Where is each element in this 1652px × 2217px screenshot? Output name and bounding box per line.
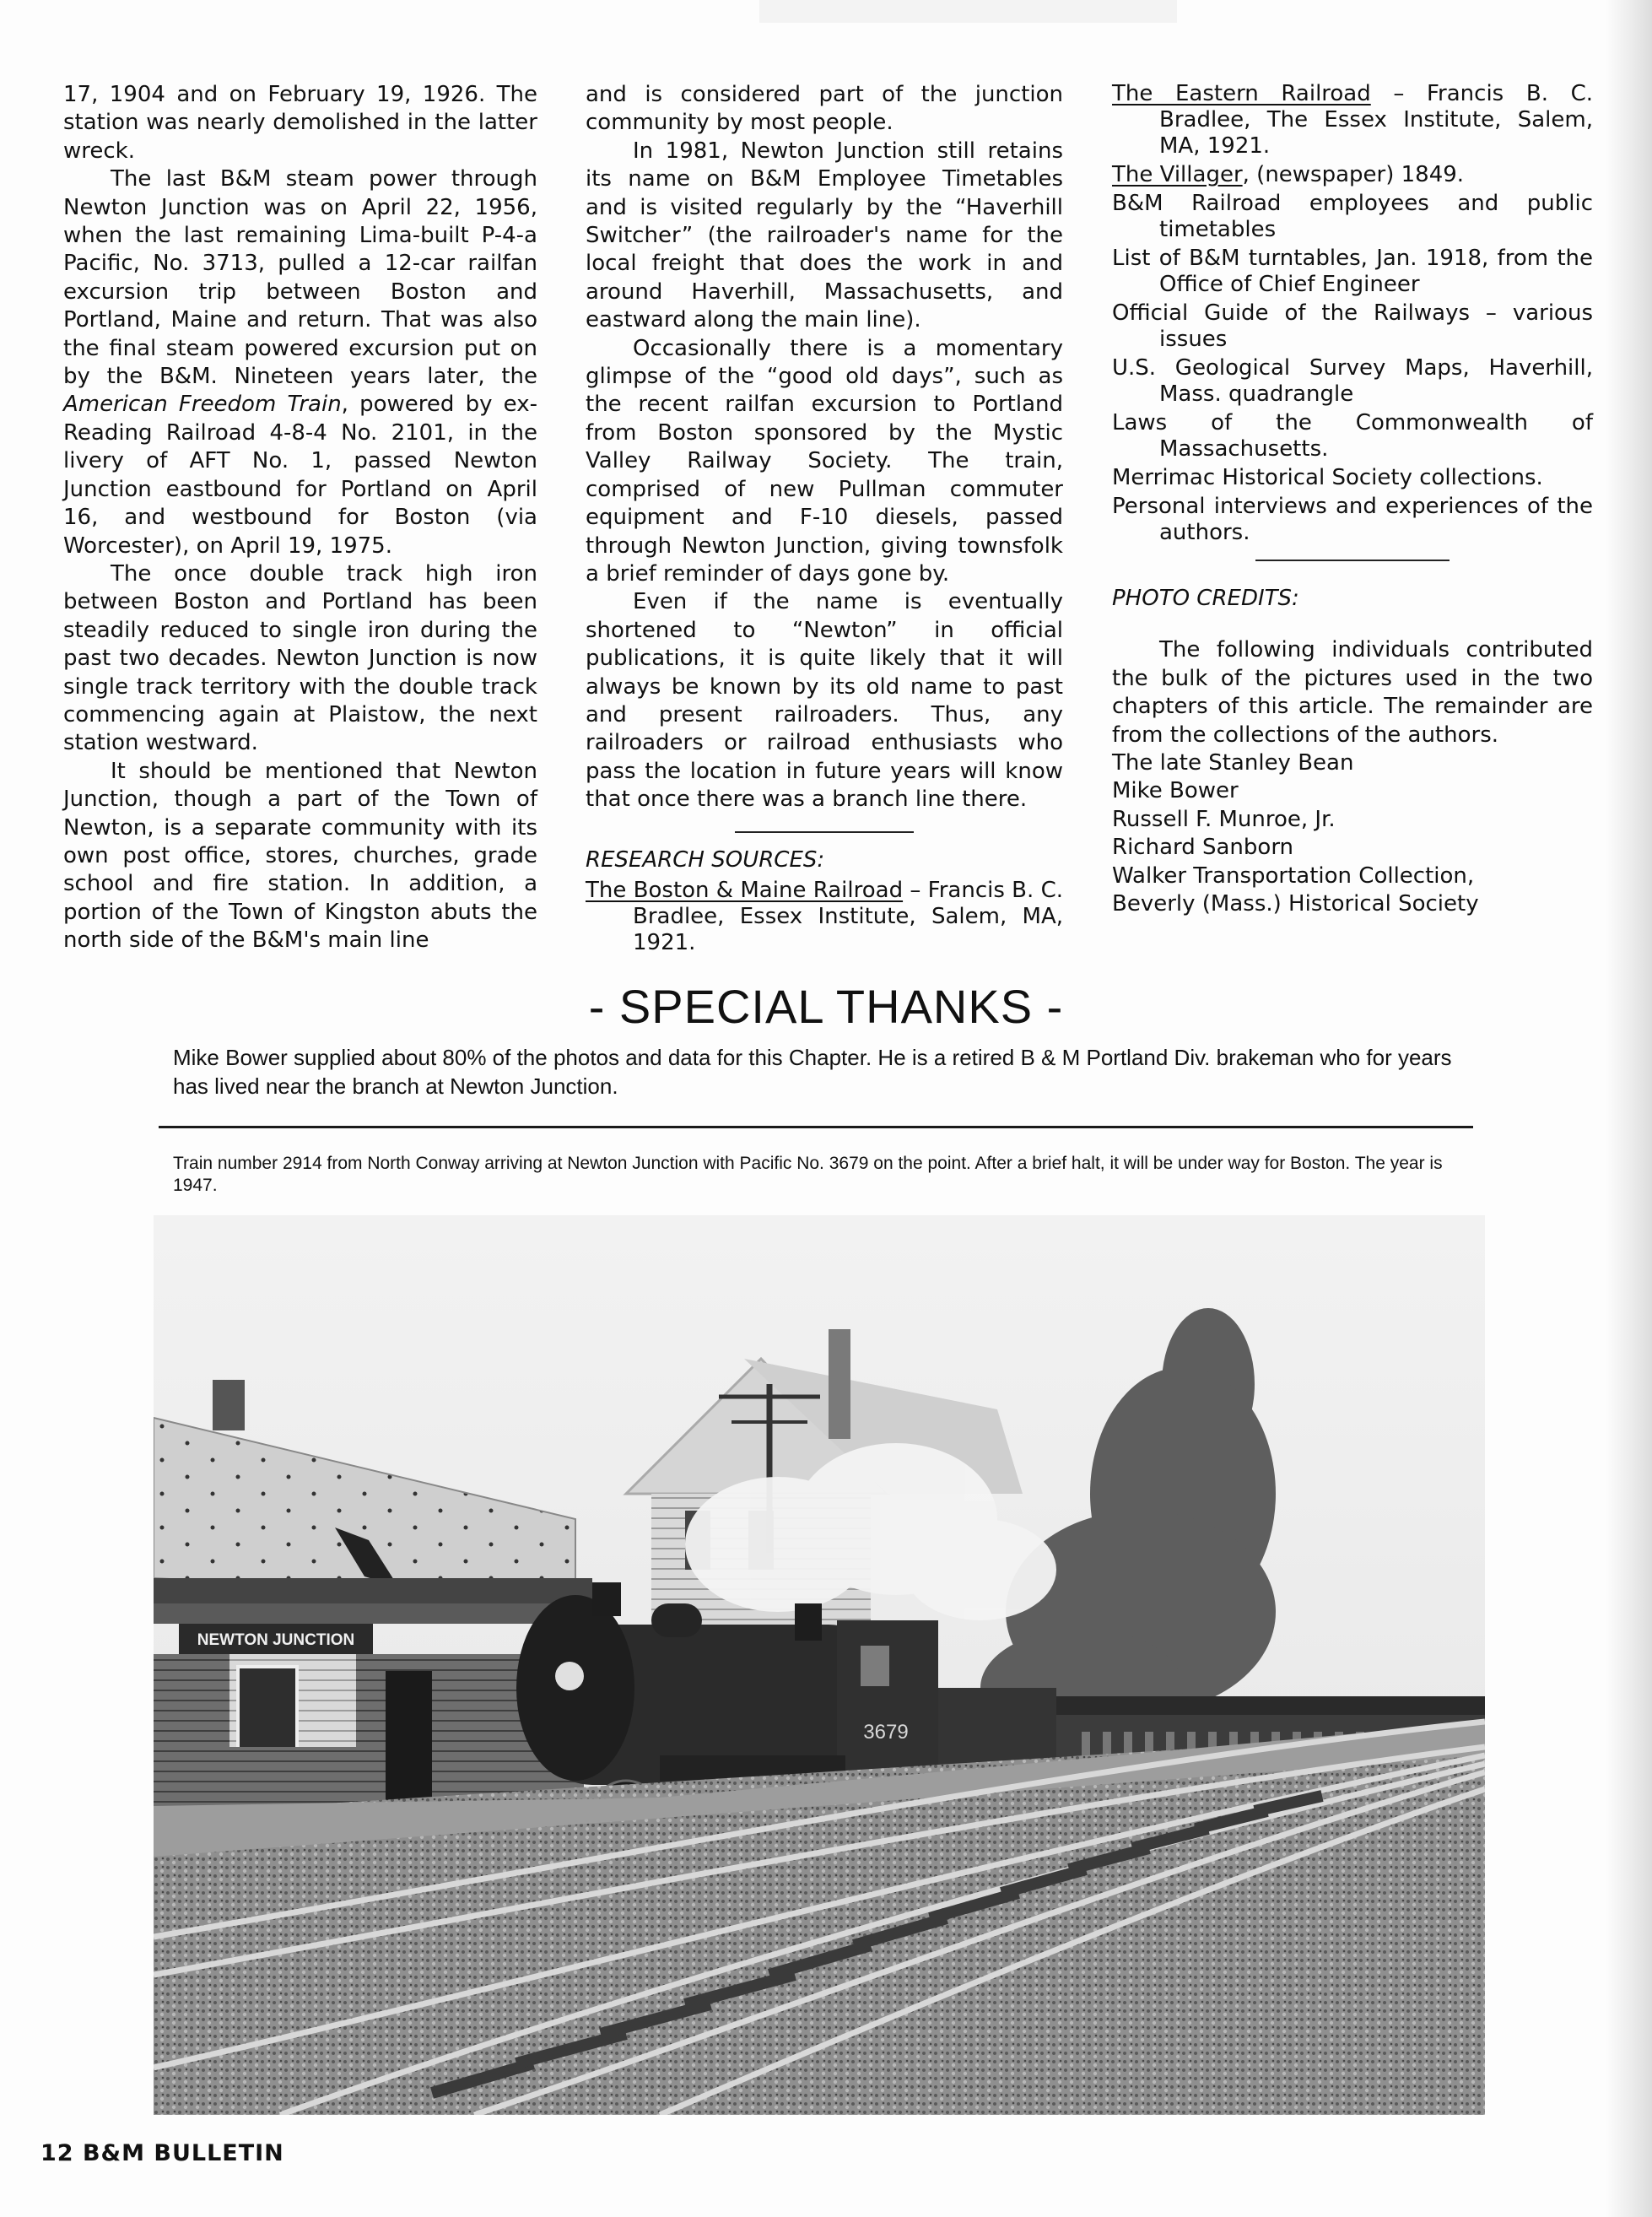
train-photo-illustration: [154, 1215, 1485, 2115]
source-entry: [1112, 162, 1593, 188]
source-entry: [1112, 81, 1593, 160]
page-footer: 12 B&M BULLETIN: [40, 2140, 284, 2166]
paragraph-text: The last B&M steam power through Newton Junction was on April 22, 1956, when the last remaining Lima-built P-4-a Pacific, No. 3713, pulled a 12-car railfan excursion trip between Boston and Portland, Maine and return. That was also the final steam powered excursion put on by the B&M. Nineteen years later, the: [63, 166, 537, 390]
paragraph: 17, 1904 and on February 19, 1926. The station was nearly demolished in the latter wreck.: [63, 82, 537, 164]
paragraph: and is considered part of the junction community by most people.: [586, 82, 1063, 136]
horizontal-rule: [159, 1126, 1473, 1128]
credit-name: Russell F. Munroe, Jr.: [1112, 806, 1336, 832]
credit-name: Richard Sanborn: [1112, 835, 1294, 861]
source-title: The Villager: [1112, 162, 1243, 187]
station-chimney: [213, 1380, 245, 1430]
station-window: [238, 1667, 297, 1751]
chimney: [829, 1329, 850, 1439]
source-title: The Boston & Maine Railroad: [586, 877, 904, 903]
source-detail: – Francis B. C. Bradlee, The Essex Institute, Salem, MA, 1921.: [1159, 81, 1593, 159]
source-entry: Merrimac Historical Society collections.: [1112, 465, 1543, 490]
paragraph: Even if the name is eventually shortened to “Newton” in official publications, it is quite likely that it will always be known by its old name to past and present railroaders. Thus, any railroaders or railroad enthusiasts who pass the location in future years will know that once there was a branch line there.: [586, 589, 1063, 813]
credit-name: Walker Transportation Collection,: [1112, 862, 1475, 889]
paragraph: Occasionally there is a momentary glimpse of the “good old days”, such as the recent railfan excursion to Portland from Boston sponsored by the Mystic Valley Railway Society. The train, comprised of new Pullman commuter equipment and F-10 diesels, passed through Newton Junction, giving townsfolk a brief reminder of days gone by.: [586, 335, 1063, 587]
source-entry: Laws of the Commonwealth of Massachusetts.: [1112, 410, 1593, 462]
article-column-2: [586, 81, 1063, 956]
source-detail: , (newspaper) 1849.: [1242, 162, 1465, 187]
engine-number: 3679: [863, 1721, 909, 1744]
article-column-1: [63, 81, 537, 955]
section-divider: [1255, 560, 1450, 561]
paragraph: The once double track high iron between Boston and Portland has been steadily reduced to single iron during the past two decades. Newton Junction is now single track territory with the double track commencing again at Plaistow, the next station westward.: [63, 560, 537, 756]
train-name-italic: American Freedom Train: [63, 392, 342, 418]
train-photo: [154, 1215, 1485, 2115]
source-title: The Eastern Railroad: [1112, 81, 1371, 106]
smokestack: [592, 1582, 621, 1616]
photo-credits-intro: The following individuals contributed the bulk of the pictures used in the two chapters of this article. The remainder are from the collections of the authors.: [1112, 637, 1593, 748]
paragraph: In 1981, Newton Junction still retains its name on B&M Employee Timetables and is visited regularly by the “Haverhill Switcher” (the railroader's name for the local freight that does the work in and around Haverhill, Massachusetts, and eastward along the main line).: [586, 138, 1063, 333]
photo-caption: Train number 2914 from North Conway arriving at Newton Junction with Pacific No. 3679 on the point. After a brief halt, it will be under way for Boston. The year is 1947.: [173, 1154, 1443, 1195]
source-entry: List of B&M turntables, Jan. 1918, from the Office of Chief Engineer: [1112, 246, 1593, 297]
credit-name: Mike Bower: [1112, 778, 1239, 804]
special-thanks-text: Mike Bower supplied about 80% of the photos and data for this Chapter. He is a retired B & M Portland Div. brakeman who for years has lived near the branch at Newton Junction.: [173, 1045, 1452, 1099]
station-door: [386, 1671, 432, 1802]
paragraph-text: , powered by ex-Reading Railroad 4-8-4 No. 2101, in the livery of AFT No. 1, passed Newton Junction eastbound for Portland on April 16, and westbound for Boston (via Worcester), on April 19, 1975.: [63, 392, 537, 559]
credit-name: The late Stanley Bean: [1112, 750, 1354, 776]
paragraph: It should be mentioned that Newton Junction, though a part of the Town of Newton, is a separate community with its own post office, stores, churches, grade school and fire station. In addition, a portion of the Town of Kingston abuts the north side of the B&M's main line: [63, 758, 537, 954]
paragraph: [63, 165, 537, 560]
scan-edge-tab: [759, 0, 1177, 23]
source-entry: B&M Railroad employees and public timetables: [1112, 191, 1593, 242]
headlight: [555, 1662, 584, 1690]
photo-credits-heading: PHOTO CREDITS:: [1112, 586, 1299, 611]
source-detail: – Francis B. C. Bradlee, Essex Institute, Salem, MA, 1921.: [633, 877, 1063, 955]
source-entry: U.S. Geological Survey Maps, Haverhill, Mass. quadrangle: [1112, 355, 1593, 407]
scan-page-edge-shadow: [1606, 0, 1652, 2217]
source-entry: Personal interviews and experiences of the authors.: [1112, 494, 1593, 545]
research-sources-heading: RESEARCH SOURCES:: [586, 846, 825, 873]
credit-name: Beverly (Mass.) Historical Society: [1112, 891, 1479, 917]
section-divider: [735, 831, 914, 833]
station-sign: NEWTON JUNCTION: [197, 1631, 355, 1649]
source-entry: Official Guide of the Railways – various issues: [1112, 300, 1593, 352]
source-entry: [586, 878, 1063, 956]
special-thanks-heading: - SPECIAL THANKS -: [588, 980, 1064, 1033]
article-column-3: [1112, 81, 1593, 918]
